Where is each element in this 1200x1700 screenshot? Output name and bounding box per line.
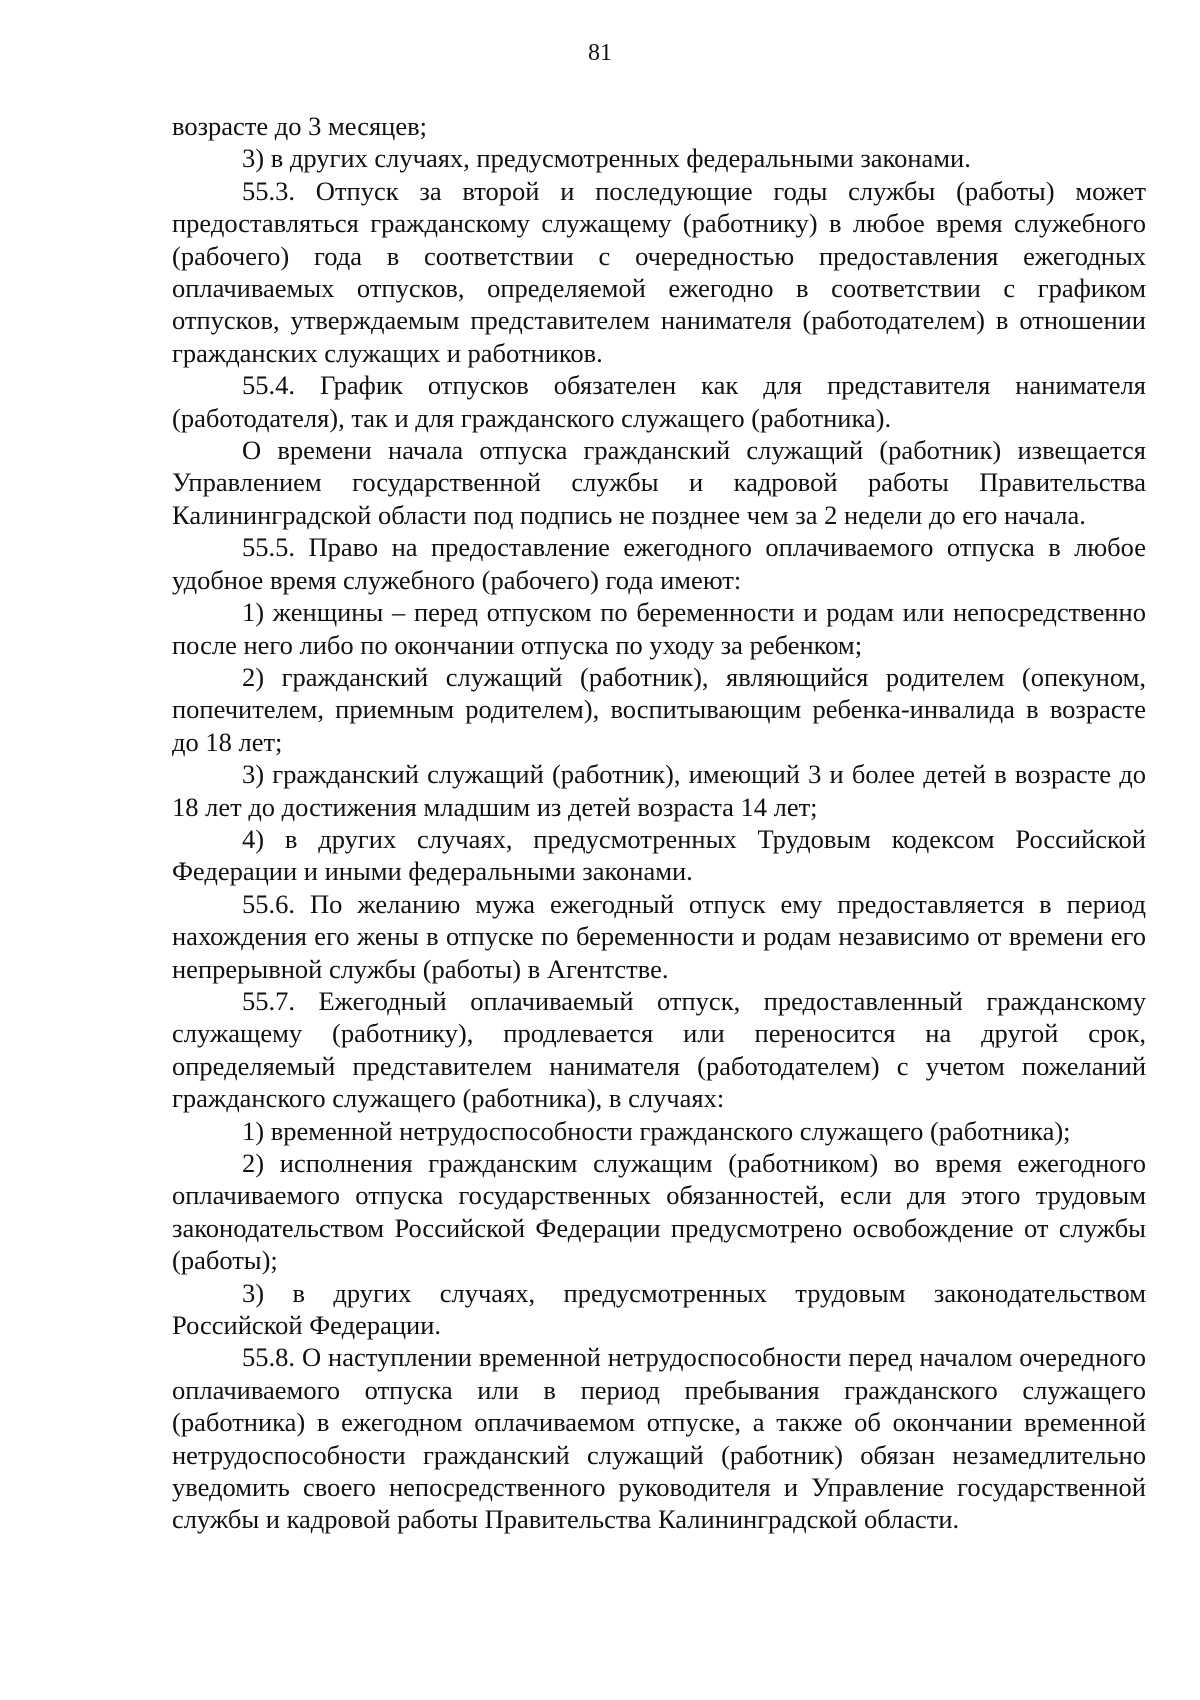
list-item: 4) в других случаях, предусмотренных Трудовым кодексом Российской Федерации и иными федеральными законами. xyxy=(172,823,1146,887)
list-item: 2) гражданский служащий (работник), являющийся родителем (опекуном, попечителем, приемным родителем), воспитывающим ребенка-инвалида в возрасте до 18 лет; xyxy=(172,661,1146,757)
paragraph-55-7: 55.7. Ежегодный оплачиваемый отпуск, предоставленный гражданскому служащему (работнику), продлевается или переносится на другой срок, определяемый представителем нанимателя (работодателем) с учетом пожеланий гражданского служащего (работника), в случаях: xyxy=(172,985,1146,1114)
paragraph-55-3: 55.3. Отпуск за второй и последующие годы службы (работы) может предоставляться гражданскому служащему (работнику) в любое время служебного (рабочего) года в соответствии с очередностью предоставления ежегодных оплачиваемых отпусков, определяемой ежегодно в соответствии с графиком отпусков, утверждаемым представителем нанимателя (работодателем) в отношении гражданских служащих и работников. xyxy=(172,175,1146,368)
paragraph: возрасте до 3 месяцев; xyxy=(172,111,427,141)
list-item: 3) гражданский служащий (работник), имеющий 3 и более детей в возрасте до 18 лет до достижения младшим из детей возраста 14 лет; xyxy=(172,759,1146,822)
list-item: 1) женщины – перед отпуском по беременности и родам или непосредственно после него либо по окончании отпуска по уходу за ребенком; xyxy=(172,597,1146,660)
paragraph: 3) в других случаях, предусмотренных федеральными законами. xyxy=(242,143,971,174)
document-body xyxy=(172,110,1146,1536)
paragraph-55-8: 55.8. О наступлении временной нетрудоспособности перед началом очередного оплачиваемого отпуска или в период пребывания гражданского служащего (работника) в ежегодном оплачиваемом отпуске, а также об окончании временной нетрудоспособности гражданский служащий (работник) обязан незамедлительно уведомить своего непосредственного руководителя и Управление государственной службы и кадровой работы Правительства Калининградской области. xyxy=(172,1342,1146,1535)
list-item: 1) временной нетрудоспособности гражданского служащего (работника); xyxy=(242,1115,1071,1146)
list-item: 3) в других случаях, предусмотренных трудовым законодательством Российской Федерации. xyxy=(172,1277,1146,1341)
paragraph-55-5: 55.5. Право на предоставление ежегодного оплачиваемого отпуска в любое удобное время служебного (рабочего) года имеют: xyxy=(172,532,1146,595)
paragraph: О времени начала отпуска гражданский служащий (работник) извещается Управлением государственной службы и кадровой работы Правительства Калининградской области под подпись не позднее чем за 2 недели до его начала. xyxy=(172,435,1146,530)
paragraph-55-6: 55.6. По желанию мужа ежегодный отпуск ему предоставляется в период нахождения его жены в отпуске по беременности и родам независимо от времени его непрерывной службы (работы) в Агентстве. xyxy=(172,888,1146,984)
paragraph-55-4: 55.4. График отпусков обязателен как для представителя нанимателя (работодателя), так и для гражданского служащего (работника). xyxy=(172,370,1146,433)
page-number: 81 xyxy=(588,40,612,66)
list-item: 2) исполнения гражданским служащим (работником) во время ежегодного оплачиваемого отпуска государственных обязанностей, если для этого трудовым законодательством Российской Федерации предусмотрено освобождение от службы (работы); xyxy=(172,1148,1146,1276)
